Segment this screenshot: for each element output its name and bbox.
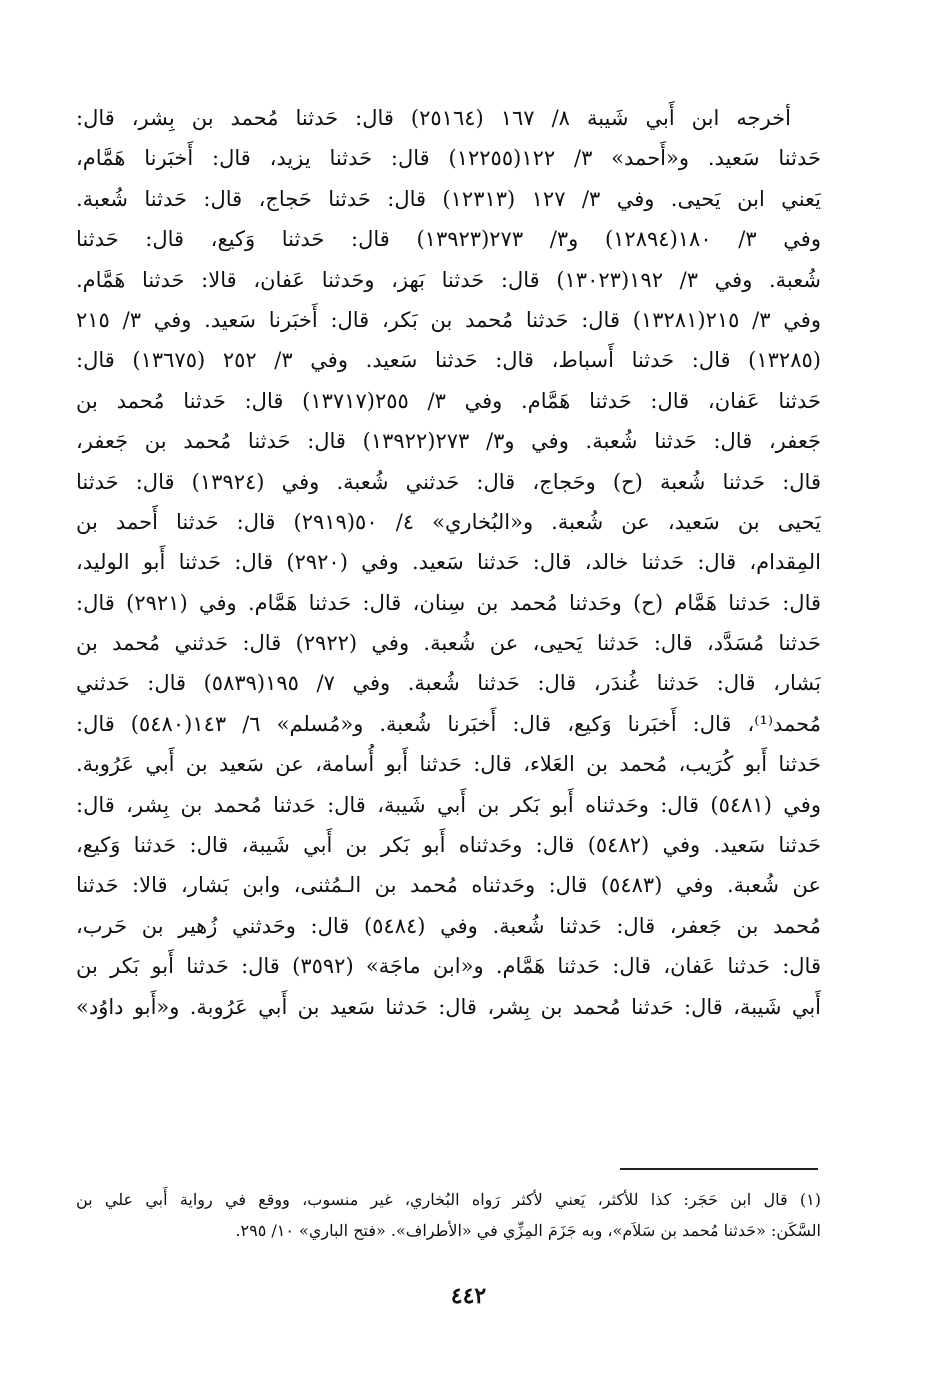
text-line: حَدثنا عَفان، قال: حَدثنا هَمَّام. وفي ٣/ ٢٥٥(١٣٧١٧) قال: حَدثنا مُحمد بن [76, 388, 821, 413]
text-line: أخرجه ابن أَبي شَيبة ٨/ ١٦٧ (٢٥١٦٤) قال: حَدثنا مُحمد بن بِشر، قال: [76, 106, 791, 130]
page-number: ٤٤٢ [450, 1283, 487, 1309]
text-line: مُحمد بن جَعفر، قال: حَدثنا شُعبة. وفي (٥٤٨٤) قال: وحَدثني زُهير بن حَرب، [76, 913, 821, 938]
text-line: المِقدام، قال: حَدثنا خالد، قال: حَدثنا سَعيد. وفي (٢٩٢٠) قال: حَدثنا أَبو الوليد، [76, 550, 821, 575]
text-line: وفي ٣/ ٢١٥(١٣٢٨١) قال: حَدثنا مُحمد بن بَكر، قال: أَخبَرنا سَعيد. وفي ٣/ ٢١٥ [76, 307, 821, 332]
footnotes [76, 1184, 821, 1246]
text-line: قال: حَدثنا شُعبة (ح) وحَجاج، قال: حَدثني شُعبة. وفي (١٣٩٢٤) قال: حَدثنا [76, 469, 821, 494]
text-line: حَدثنا أَبو كُرَيب، مُحمد بن العَلاء، قال: حَدثنا أَبو أُسامة، عن سَعيد بن أَبي عَرُوبة. [76, 752, 821, 777]
text-line: قال: حَدثنا هَمَّام (ح) وحَدثنا مُحمد بن سِنان، قال: حَدثنا هَمَّام. وفي (٢٩٢١) قال: [76, 590, 821, 615]
text-line: عن شُعبة. وفي (٥٤٨٣) قال: وحَدثناه مُحمد بن الـمُثنى، وابن بَشار، قالا: حَدثنا [76, 873, 821, 898]
text-line: حَدثنا سَعيد. و«أَحمد» ٣/ ١٢٢(١٢٢٥٥) قال: حَدثنا يزيد، قال: أَخبَرنا هَمَّام، [76, 146, 821, 171]
main-text [76, 98, 821, 1027]
text-line: وفي (٥٤٨١) قال: وحَدثناه أَبو بَكر بن أَبي شَيبة، قال: حَدثنا مُحمد بن بِشر، قال: [76, 792, 821, 817]
text-line: يَحيى بن سَعيد، عن شُعبة. و«البُخاري» ٤/ ٥٠(٢٩١٩) قال: حَدثنا أَحمد بن [76, 509, 821, 534]
text-line: قال: حَدثنا عَفان، قال: حَدثنا هَمَّام. و«ابن ماجَة» (٣٥٩٢) قال: حَدثنا أَبو بَكر بن [76, 954, 821, 979]
text-line: (١٣٢٨٥) قال: حَدثنا أَسباط، قال: حَدثنا سَعيد. وفي ٣/ ٢٥٢ (١٣٦٧٥) قال: [76, 348, 821, 373]
text-line: أَبي شَيبة، قال: حَدثنا مُحمد بن بِشر، قال: حَدثنا سَعيد بن أَبي عَرُوبة. و«أَبو داوُد» [76, 994, 821, 1019]
text-line: حَدثنا سَعيد. وفي (٥٤٨٢) قال: وحَدثناه أَبو بَكر بن أَبي شَيبة، قال: حَدثنا وَكيع، [76, 833, 821, 858]
text-line: وفي ٣/ ١٨٠(١٢٨٩٤) و٣/ ٢٧٣(١٣٩٢٣) قال: حَدثنا وَكيع، قال: حَدثنا [76, 227, 821, 252]
text-line: يَعني ابن يَحيى. وفي ٣/ ١٢٧ (١٢٣١٣) قال: حَدثنا حَجاج، قال: حَدثنا شُعبة. [76, 186, 821, 211]
text-line: شُعبة. وفي ٣/ ١٩٢(١٣٠٢٣) قال: حَدثنا بَهز، وحَدثنا عَفان، قالا: حَدثنا هَمَّام. [76, 267, 821, 292]
text-line: بَشار، قال: حَدثنا غُندَر، قال: حَدثنا شُعبة. وفي ٧/ ١٩٥(٥٨٣٩) قال: حَدثني [76, 671, 821, 696]
footnote-line: (١) قال ابن حَجَر: كذا للأكثر، يَعني لأكثر رَواه البُخاري، غير منسوب، ووقع في رواية أَبي علي بن [76, 1190, 821, 1209]
footnote-line: السَّكَن: «حَدثنا مُحمد بن سَلاَم»، وبه جَزَمَ المِزِّي في «الأطراف». «فتح الباري» ١٠/ ٢٩٥. [235, 1221, 821, 1240]
footnote-separator [620, 1168, 818, 1170]
text-line: حَدثنا مُسَدَّد، قال: حَدثنا يَحيى، عن شُعبة. وفي (٢٩٢٢) قال: حَدثني مُحمد بن [76, 631, 821, 656]
text-line: جَعفر، قال: حَدثنا شُعبة. وفي و٣/ ٢٧٣(١٣٩٢٢) قال: حَدثنا مُحمد بن جَعفر، [76, 429, 821, 454]
text-line: مُحمد⁽¹⁾، قال: أَخبَرنا وَكيع، قال: أَخبَرنا شُعبة. و«مُسلم» ٦/ ١٤٣(٥٤٨٠) قال: [76, 711, 821, 736]
